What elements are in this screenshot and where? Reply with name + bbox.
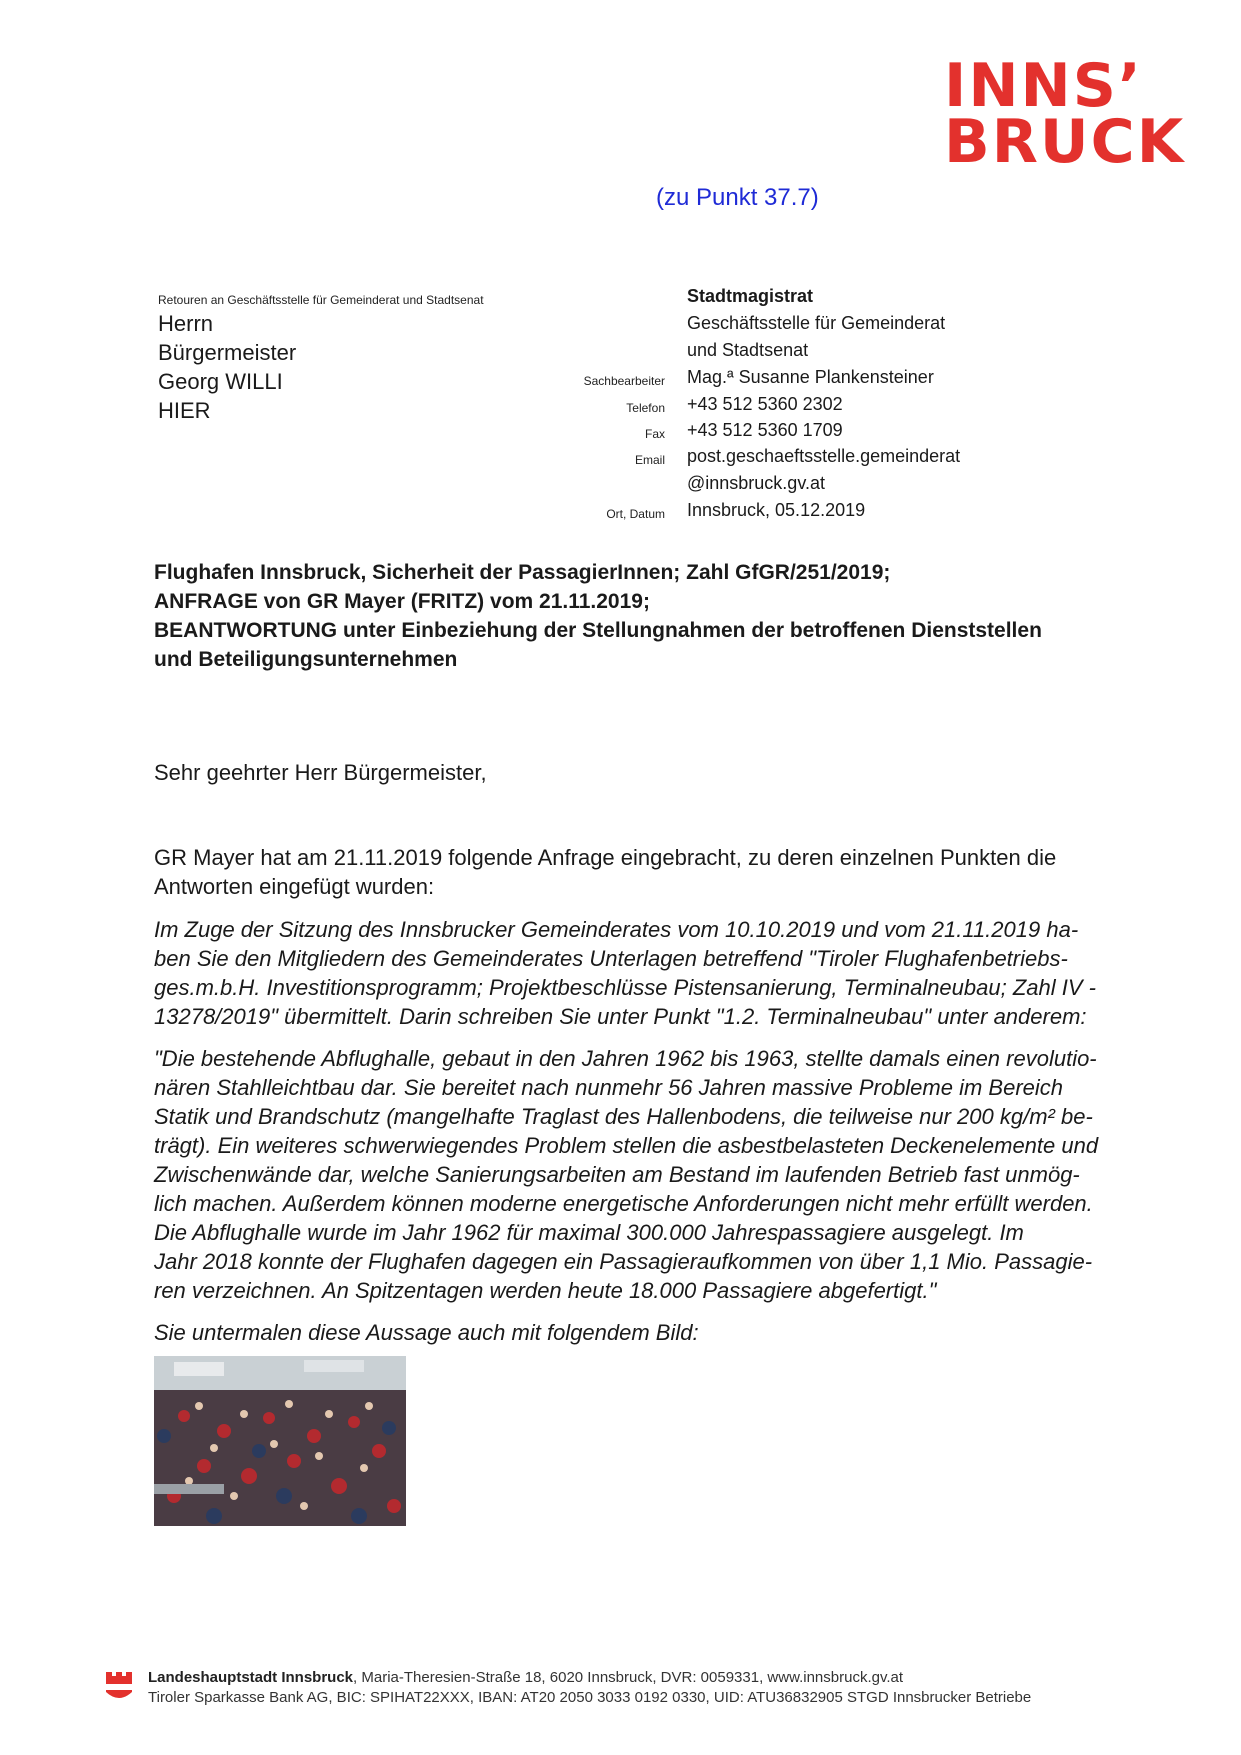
- quote-line: ren verzeichnen. An Spitzentagen werden heute 18.000 Passagiere abgefertigt.": [154, 1278, 937, 1303]
- phone-label: Telefon: [626, 401, 665, 415]
- place-date-label: Ort, Datum: [606, 507, 665, 521]
- quote-line: ben Sie den Mitgliedern des Gemeinderates Unterlagen betreffend "Tiroler Flughafenbetriebs-: [154, 946, 1068, 971]
- sender-dept-line-2: und Stadtsenat: [687, 340, 809, 360]
- fax-label: Fax: [644, 427, 665, 441]
- recipient-line: Georg WILLI: [158, 369, 283, 394]
- quote-line: Zwischenwände dar, welche Sanierungsarbeiten am Bestand im laufenden Betrieb fast unmög-: [154, 1162, 1080, 1187]
- quote-line: Jahr 2018 konnte der Flughafen dagegen ein Passagieraufkommen von über 1,1 Mio. Passagie-: [154, 1249, 1093, 1274]
- phone-number: +43 512 5360 2302: [687, 394, 843, 414]
- quote-paragraph-1: [154, 915, 1144, 1031]
- quote-line: "Die bestehende Abflughalle, gebaut in den Jahren 1962 bis 1963, stellte damals einen revolutio-: [154, 1046, 1097, 1071]
- quote-paragraph-3: Sie untermalen diese Aussage auch mit folgendem Bild:: [154, 1320, 699, 1345]
- recipient-line: HIER: [158, 398, 211, 423]
- quote-line: Im Zuge der Sitzung des Innsbrucker Gemeinderates vom 10.10.2019 und vom 21.11.2019 ha-: [154, 917, 1079, 942]
- email-line-2: @innsbruck.gv.at: [687, 473, 825, 493]
- subject-line: Flughafen Innsbruck, Sicherheit der PassagierInnen; Zahl GfGR/251/2019;: [154, 561, 891, 584]
- recipient-line: Bürgermeister: [158, 340, 297, 365]
- footer-address: , Maria-Theresien-Straße 18, 6020 Innsbruck, DVR: 0059331, www.innsbruck.gv.at: [353, 1669, 904, 1686]
- recipient-line: Herrn: [158, 311, 214, 336]
- quote-line: Die Abflughalle wurde im Jahr 1962 für maximal 300.000 Jahrespassagiere ausgelegt. Im: [154, 1220, 1024, 1245]
- agenda-point-reference: (zu Punkt 37.7): [656, 184, 819, 211]
- subject-line: und Beteiligungsunternehmen: [154, 648, 458, 671]
- quote-line: nären Stahlleichtbau dar. Sie bereitet nach nunmehr 56 Jahren massive Probleme im Bereich: [154, 1075, 1064, 1100]
- footer-bank: Tiroler Sparkasse Bank AG, BIC: SPIHAT22XXX, IBAN: AT20 2050 3033 0192 0330, UID: ATU36832905 STGD Innsbrucker Betriebe: [148, 1689, 1032, 1706]
- return-address: Retouren an Geschäftsstelle für Gemeinderat und Stadtsenat: [158, 293, 484, 307]
- quote-line: ges.m.b.H. Investitionsprogramm; Projektbeschlüsse Pistensanierung, Terminalneubau; Zahl IV -: [154, 975, 1096, 1000]
- subject-line: ANFRAGE von GR Mayer (FRITZ) vom 21.11.2019;: [154, 590, 650, 613]
- quote-line: lich machen. Außerdem können moderne energetische Anforderungen nicht mehr erfüllt werden.: [154, 1191, 1093, 1216]
- sender-dept-line-1: Geschäftsstelle für Gemeinderat: [687, 313, 946, 333]
- quote-line: 13278/2019" übermittelt. Darin schreiben Sie unter Punkt "1.2. Terminalneubau" unter anderem:: [154, 1004, 1087, 1029]
- footer: [148, 1668, 1031, 1708]
- email-line-1: post.geschaeftsstelle.gemeinderat: [687, 446, 961, 466]
- fax-number: +43 512 5360 1709: [687, 420, 843, 440]
- subject-line: BEANTWORTUNG unter Einbeziehung der Stellungnahmen der betroffenen Dienststellen: [154, 619, 1042, 642]
- quote-paragraph-2: [154, 1044, 1144, 1305]
- terminal-crowd-photo: [154, 1356, 406, 1526]
- intro-paragraph: [154, 843, 1144, 901]
- clerk-label: Sachbearbeiter: [583, 374, 665, 388]
- quote-line: Statik und Brandschutz (mangelhafte Traglast des Hallenbodens, die teilweise nur 200 kg/m² be-: [154, 1104, 1093, 1129]
- intro-line: GR Mayer hat am 21.11.2019 folgende Anfrage eingebracht, zu deren einzelnen Punkten die: [154, 845, 1057, 870]
- logo-line-2: BRUCK: [944, 107, 1186, 177]
- clerk-name: Mag.ª Susanne Plankensteiner: [687, 367, 934, 387]
- subject-heading: [154, 558, 1144, 674]
- recipient-address: [158, 309, 296, 425]
- place-date: Innsbruck, 05.12.2019: [687, 500, 866, 520]
- sender-title: Stadtmagistrat: [687, 286, 814, 306]
- city-emblem-icon: [104, 1670, 134, 1706]
- crowd-photo-illustration: [154, 1356, 406, 1526]
- footer-city: Landeshauptstadt Innsbruck: [148, 1669, 354, 1686]
- intro-line: Antworten eingefügt wurden:: [154, 874, 435, 899]
- salutation: Sehr geehrter Herr Bürgermeister,: [154, 760, 487, 785]
- email-label: Email: [634, 453, 665, 467]
- quote-line: trägt). Ein weiteres schwerwiegendes Problem stellen die asbestbelasteten Deckenelemente und: [154, 1133, 1099, 1158]
- innsbruck-logo: [944, 51, 1194, 178]
- logo-line-1: INNS’: [944, 51, 1143, 121]
